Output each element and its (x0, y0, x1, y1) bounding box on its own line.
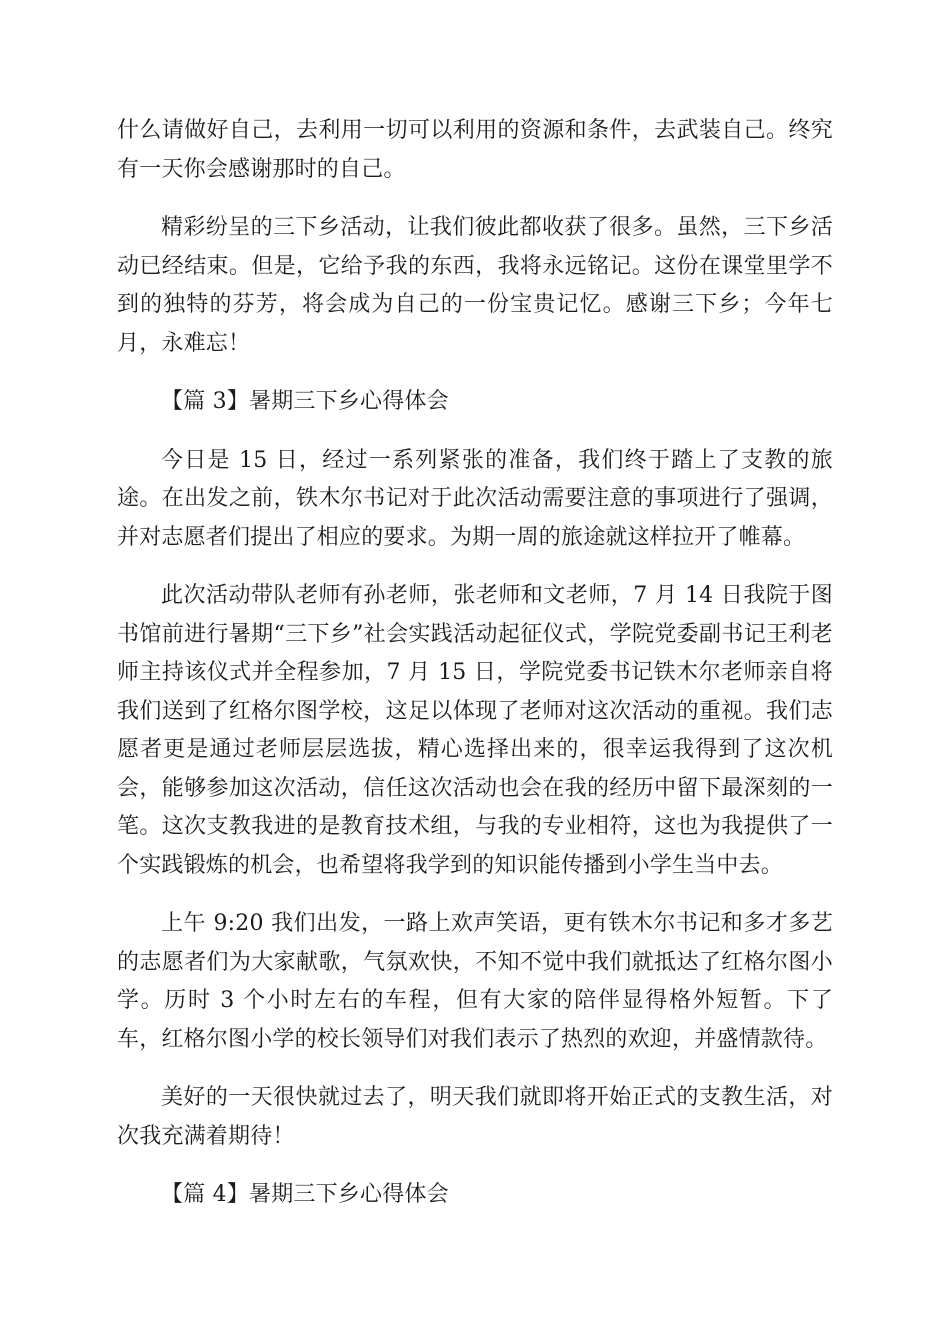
paragraph-continued: 什么请做好自己，去利用一切可以利用的资源和条件，去武装自己。终究有一天你会感谢那时的自己。 (117, 118, 833, 182)
section-heading-4: 【篇 4】暑期三下乡心得体会 (161, 1182, 449, 1207)
paragraph: 精彩纷呈的三下乡活动，让我们彼此都收获了很多。虽然，三下乡活动已经结束。但是，它给予我的东西，我将永远铭记。这份在课堂里学不到的独特的芬芳，将会成为自己的一份宝贵记忆。感谢三下乡；今年七月，永难忘！ (117, 215, 833, 356)
paragraph: 上午 9:20 我们出发，一路上欢声笑语，更有铁木尔书记和多才多艺的志愿者们为大家献歌，气氛欢快，不知不觉中我们就抵达了红格尔图小学。历时 3 个小时左右的车程，但有大家的陪伴显得格外短暂。下了车，红格尔图小学的校长领导们对我们表示了热烈的欢迎，并盛情款待。 (117, 911, 833, 1052)
section-heading-3: 【篇 3】暑期三下乡心得体会 (161, 389, 449, 414)
document-page (117, 112, 833, 1235)
paragraph: 今日是 15 日，经过一系列紧张的准备，我们终于踏上了支教的旅途。在出发之前，铁木尔书记对于此次活动需要注意的事项进行了强调，并对志愿者们提出了相应的要求。为期一周的旅途就这样拉开了帷幕。 (117, 447, 833, 550)
paragraph: 此次活动带队老师有孙老师，张老师和文老师，7 月 14 日我院于图书馆前进行暑期“三下乡”社会实践活动起征仪式，学院党委副书记王利老师主持该仪式并全程参加，7 月 15 日，学院党委书记铁木尔老师亲自将我们送到了红格尔图学校，这足以体现了老师对这次活动的重视。我们志愿者更是通过老师层层选拔，精心选择出来的，很幸运我得到了这次机会，能够参加这次活动，信任这次活动也会在我的经历中留下最深刻的一笔。这次支教我进的是教育技术组，与我的专业相符，这也为我提供了一个实践锻炼的机会，也希望将我学到的知识能传播到小学生当中去。 (117, 583, 833, 878)
paragraph: 美好的一天很快就过去了，明天我们就即将开始正式的支教生活，对次我充满着期待！ (117, 1085, 833, 1149)
